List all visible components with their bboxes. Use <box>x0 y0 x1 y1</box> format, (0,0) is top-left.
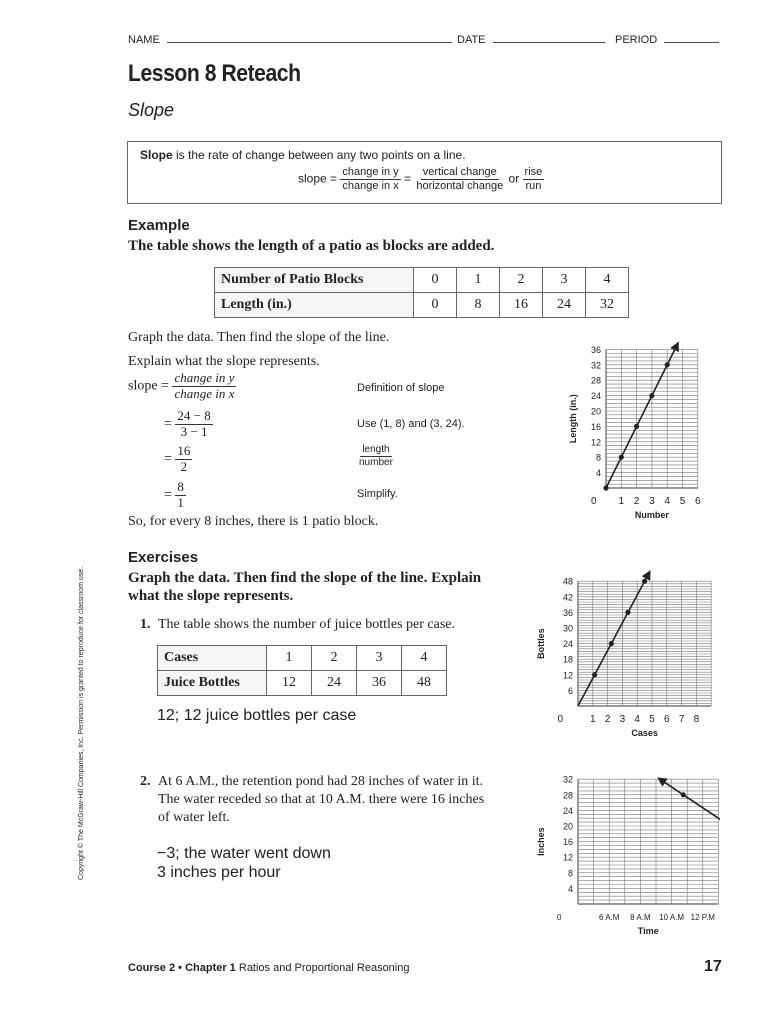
x-tick-label: 0 <box>590 496 597 507</box>
patio-table <box>214 267 629 318</box>
fraction-vertical: $\frac{\text{vertical change}}{\text{horizontal change}}$ <box>416 166 504 192</box>
x-axis-label: Number <box>634 510 669 520</box>
y-tick-label: 24 <box>562 639 573 650</box>
name-blank <box>167 41 452 43</box>
y-tick-label: 36 <box>562 607 573 618</box>
data-point <box>634 424 639 429</box>
y-tick-label: 4 <box>595 468 601 479</box>
lesson-subtitle: Slope <box>128 100 175 120</box>
question-1-text: The table shows the number of juice bottles per case. <box>158 617 456 632</box>
question-1-number: 1. <box>140 617 151 632</box>
y-tick-label: 20 <box>590 406 601 417</box>
question-2-line-2: The water receded so that at 10 A.M. there were 16 inches <box>158 792 485 807</box>
data-point <box>603 485 608 490</box>
question-2-answer-2: 3 inches per hour <box>157 864 281 881</box>
footer-course <box>128 962 409 974</box>
table-row-label: Number of Patio Blocks <box>215 268 414 293</box>
step-1 <box>128 371 236 402</box>
table-row-label: Length (in.) <box>215 293 414 318</box>
y-axis-label: Bottles <box>536 628 546 659</box>
juice-table <box>157 645 447 696</box>
footer-bullet: • <box>178 962 182 974</box>
x-tick-label: 5 <box>679 496 686 507</box>
table-cell: 0 <box>414 268 457 293</box>
series-line <box>659 778 720 876</box>
period-field <box>615 34 719 46</box>
table-cell: 8 <box>457 293 500 318</box>
table-cell: 32 <box>586 293 629 318</box>
slope-word: slope = <box>298 171 338 186</box>
table-row-label: Juice Bottles <box>158 671 267 696</box>
table-cell: 2 <box>500 268 543 293</box>
y-tick-label: 6 <box>567 685 573 696</box>
data-point <box>609 641 614 646</box>
x-tick-label: 8 <box>693 714 700 725</box>
y-tick-label: 16 <box>562 837 573 848</box>
footer-course-name: Course 2 <box>128 962 176 974</box>
step-lead: = <box>164 487 172 503</box>
table-row-label: Cases <box>158 646 267 671</box>
y-tick-label: 4 <box>567 883 573 894</box>
step-3-note <box>357 444 395 468</box>
y-tick-label: 24 <box>590 391 601 402</box>
period-blank <box>664 41 719 43</box>
y-tick-label: 8 <box>595 452 601 463</box>
table-cell: 1 <box>267 646 312 671</box>
table-cell: 12 <box>267 671 312 696</box>
table-cell: 3 <box>357 646 402 671</box>
fraction-change: $\frac{\text{change in y}}{\text{change in x}}$ <box>342 166 399 192</box>
x-tick-label: 0 <box>557 913 562 922</box>
data-point <box>619 455 624 460</box>
table-cell: 1 <box>457 268 500 293</box>
step-fraction: $\frac{8}{1}$ <box>177 479 184 510</box>
note-fraction: $\frac{\text{length}}{\text{number}}$ <box>359 444 393 468</box>
step-fraction: $\frac{16}{2}$ <box>177 443 191 474</box>
y-tick-label: 42 <box>562 592 573 603</box>
y-tick-label: 12 <box>562 670 573 681</box>
x-tick-label: 4 <box>664 496 670 507</box>
exercises-heading: Exercises <box>128 549 199 566</box>
x-tick-label: 7 <box>678 714 685 725</box>
table-row <box>215 293 629 318</box>
data-point <box>649 393 654 398</box>
juice-graph <box>536 560 720 750</box>
x-tick-label: 1 <box>590 714 596 725</box>
page-number: 17 <box>704 958 722 975</box>
or-word: or <box>508 171 520 186</box>
date-field <box>457 34 605 46</box>
name-label: NAME <box>128 34 160 46</box>
y-tick-label: 36 <box>590 344 601 355</box>
x-tick-label: 3 <box>649 496 655 507</box>
definition-text: is the rate of change between any two points on a line. <box>172 148 466 162</box>
step-2 <box>164 409 213 440</box>
x-tick-label: 6 <box>695 496 701 507</box>
example-conclusion: So, for every 8 inches, there is 1 patio block. <box>128 514 379 529</box>
x-tick-label: 3 <box>619 714 626 725</box>
equals: = <box>403 171 411 186</box>
step-fraction: $\frac{24 - 8}{3 - 1}$ <box>177 408 211 439</box>
step-4 <box>164 480 186 511</box>
y-tick-label: 12 <box>562 852 573 863</box>
name-field <box>128 34 452 46</box>
y-axis-label: Length (in.) <box>568 394 578 444</box>
step-lead: slope = <box>128 378 169 394</box>
definition-term: Slope <box>140 148 173 162</box>
y-tick-label: 30 <box>562 623 573 634</box>
table-cell: 24 <box>543 293 586 318</box>
footer-chapter: Chapter 1 <box>185 962 236 974</box>
step-3 <box>164 444 192 475</box>
y-tick-label: 24 <box>562 805 573 816</box>
table-cell: 16 <box>500 293 543 318</box>
y-axis-label: Inches <box>536 827 546 856</box>
data-point <box>625 610 630 615</box>
step-lead: = <box>164 416 172 432</box>
y-tick-label: 16 <box>590 421 601 432</box>
table-cell: 36 <box>357 671 402 696</box>
table-cell: 0 <box>414 293 457 318</box>
x-tick-label: 6 A.M <box>598 913 620 922</box>
slope-formula <box>298 166 544 192</box>
patio-graph <box>560 330 720 530</box>
question-2-number: 2. <box>140 774 151 789</box>
table-row <box>158 646 447 671</box>
definition-sentence <box>140 148 466 162</box>
y-tick-label: 28 <box>590 375 601 386</box>
x-tick-label: 5 <box>649 714 655 725</box>
x-tick-label: 1 <box>618 496 625 507</box>
x-axis-label: Cases <box>631 728 658 738</box>
table-cell: 3 <box>543 268 586 293</box>
example-instruction-1: Graph the data. Then find the slope of the line. <box>128 330 390 345</box>
x-tick-label: 6 <box>664 714 670 725</box>
y-tick-label: 32 <box>590 360 601 371</box>
question-2-answer-1: −3; the water went down <box>157 845 331 862</box>
y-tick-label: 18 <box>562 654 573 665</box>
step-lead: = <box>164 451 172 467</box>
footer-topic: Ratios and Proportional Reasoning <box>238 962 410 974</box>
date-label: DATE <box>457 34 486 46</box>
fraction-rise-run: $\frac{\text{rise}}{\text{run}}$ <box>524 166 543 192</box>
x-tick-label: 0 <box>557 714 564 725</box>
data-point <box>665 362 670 367</box>
period-label: PERIOD <box>615 34 658 46</box>
data-point <box>592 672 597 677</box>
lesson-title: Lesson 8 Reteach <box>128 60 301 87</box>
data-point <box>642 579 647 584</box>
step-2-note: Use (1, 8) and (3, 24). <box>357 418 465 430</box>
data-point <box>681 792 686 797</box>
table-cell: 2 <box>312 646 357 671</box>
date-blank <box>493 41 605 43</box>
x-tick-label: 12 P.M <box>690 913 715 922</box>
series-line <box>578 572 650 706</box>
y-tick-label: 12 <box>590 437 601 448</box>
table-cell: 48 <box>402 671 447 696</box>
y-tick-label: 32 <box>562 774 573 785</box>
x-tick-label: 2 <box>604 714 611 725</box>
example-instruction-2: Explain what the slope represents. <box>128 354 320 369</box>
question-2-line-1: At 6 A.M., the retention pond had 28 inches of water in it. <box>158 774 484 789</box>
table-row <box>158 671 447 696</box>
y-tick-label: 20 <box>562 821 573 832</box>
table-cell: 4 <box>586 268 629 293</box>
table-cell: 24 <box>312 671 357 696</box>
x-tick-label: 8 A.M <box>630 913 651 922</box>
exercises-prompt-1: Graph the data. Then find the slope of the line. Explain <box>128 570 482 586</box>
table-row <box>215 268 629 293</box>
side-copyright: Copyright © The McGraw-Hill Companies, Inc. Permission is granted to reproduce for classroom use. <box>78 566 85 880</box>
y-tick-label: 48 <box>562 576 573 587</box>
step-4-note: Simplify. <box>357 488 398 500</box>
example-heading: Example <box>128 217 190 234</box>
y-tick-label: 28 <box>562 790 573 801</box>
step-fraction: $\frac{\text{change in y}}{\text{change in x}}$ <box>174 370 235 401</box>
definition-box <box>127 141 722 204</box>
exercises-prompt-2: what the slope represents. <box>128 588 294 604</box>
table-cell: 4 <box>402 646 447 671</box>
example-prompt: The table shows the length of a patio as blocks are added. <box>128 238 495 254</box>
y-tick-label: 8 <box>567 868 573 879</box>
question-1-answer: 12; 12 juice bottles per case <box>157 707 357 724</box>
step-1-note: Definition of slope <box>357 382 445 394</box>
pond-graph <box>536 770 720 950</box>
x-tick-label: 2 <box>633 496 640 507</box>
x-tick-label: 4 <box>634 714 640 725</box>
x-tick-label: 10 A.M <box>659 913 685 922</box>
x-axis-label: Time <box>637 926 659 936</box>
question-2-line-3: of water left. <box>158 810 230 825</box>
